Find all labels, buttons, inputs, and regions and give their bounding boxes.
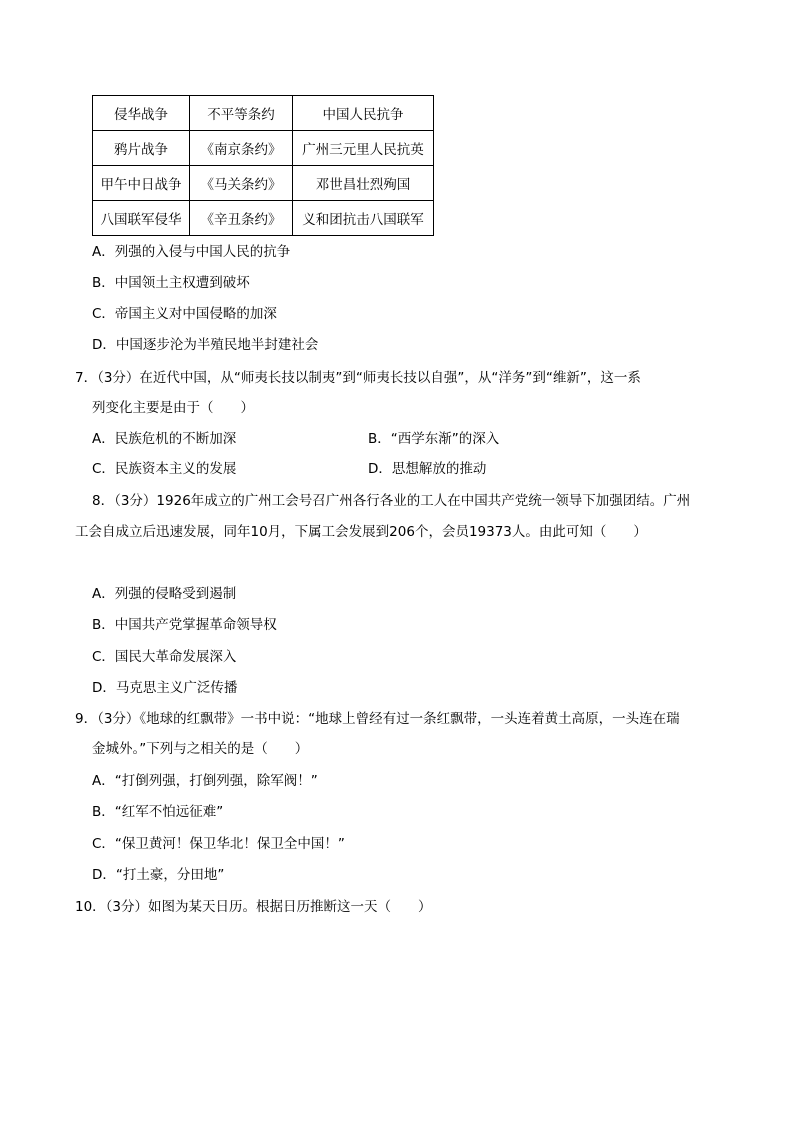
table-cell: 广州三元里人民抗英 bbox=[293, 131, 434, 166]
q7-option-a[interactable]: A．民族危机的不断加深 bbox=[92, 431, 237, 447]
q9-stem-line2: 金城外。”下列与之相关的是（ ） bbox=[92, 741, 309, 757]
table-cell: 鸦片战争 bbox=[93, 131, 190, 166]
q7-option-c[interactable]: C．民族资本主义的发展 bbox=[92, 461, 237, 477]
q7-option-d[interactable]: D．思想解放的推动 bbox=[368, 461, 487, 477]
q9-option-d[interactable]: D．“打土豪，分田地” bbox=[92, 867, 225, 883]
history-table bbox=[92, 95, 434, 236]
q7-stem-line1: 7．（3分）在近代中国，从“师夷长技以制夷”到“师夷长技以自强”，从“洋务”到“维新”，这一系 bbox=[75, 370, 641, 386]
history-table-container bbox=[92, 95, 434, 236]
q10-stem-line1: 10．（3分）如图为某天日历。根据日历推断这一天（ ） bbox=[75, 899, 432, 915]
q8-stem-line2: 工会自成立后迅速发展，同年10月，下属工会发展到206个，会员19373人。由此可知（ ） bbox=[75, 524, 647, 540]
table-row bbox=[93, 166, 434, 201]
q9-stem-line1: 9．（3分）《地球的红飘带》一书中说：“地球上曾经有过一条红飘带，一头连着黄土高原，一头连在瑞 bbox=[75, 711, 680, 727]
q8-stem-line1: 8．（3分）1926年成立的广州工会号召广州各行各业的工人在中国共产党统一领导下加强团结。广州 bbox=[92, 493, 691, 509]
q7-stem-line2: 列变化主要是由于（ ） bbox=[92, 400, 254, 416]
q6-option-a[interactable]: A．列强的入侵与中国人民的抗争 bbox=[92, 244, 291, 260]
q9-option-b[interactable]: B．“红军不怕远征难” bbox=[92, 804, 224, 820]
table-cell: 甲午中日战争 bbox=[93, 166, 190, 201]
table-cell: 义和团抗击八国联军 bbox=[293, 201, 434, 236]
q9-option-a[interactable]: A．“打倒列强，打倒列强，除军阀！” bbox=[92, 773, 318, 789]
table-row bbox=[93, 96, 434, 131]
q9-option-c[interactable]: C．“保卫黄河！保卫华北！保卫全中国！” bbox=[92, 836, 345, 852]
q8-option-c[interactable]: C．国民大革命发展深入 bbox=[92, 649, 237, 665]
q6-option-d[interactable]: D．中国逐步沦为半殖民地半封建社会 bbox=[92, 337, 319, 353]
table-cell: 《马关条约》 bbox=[190, 166, 293, 201]
q8-option-d[interactable]: D．马克思主义广泛传播 bbox=[92, 680, 238, 696]
q6-option-c[interactable]: C．帝国主义对中国侵略的加深 bbox=[92, 306, 277, 322]
q6-option-b[interactable]: B．中国领土主权遭到破坏 bbox=[92, 275, 250, 291]
q8-option-b[interactable]: B．中国共产党掌握革命领导权 bbox=[92, 617, 277, 633]
table-cell: 不平等条约 bbox=[190, 96, 293, 131]
table-cell: 邓世昌壮烈殉国 bbox=[293, 166, 434, 201]
q8-option-a[interactable]: A．列强的侵略受到遏制 bbox=[92, 586, 237, 602]
table-cell: 八国联军侵华 bbox=[93, 201, 190, 236]
table-cell: 中国人民抗争 bbox=[293, 96, 434, 131]
table-cell: 《南京条约》 bbox=[190, 131, 293, 166]
table-row bbox=[93, 131, 434, 166]
table-cell: 侵华战争 bbox=[93, 96, 190, 131]
table-cell: 《辛丑条约》 bbox=[190, 201, 293, 236]
table-row bbox=[93, 201, 434, 236]
q7-option-b[interactable]: B．“西学东渐”的深入 bbox=[368, 431, 500, 447]
